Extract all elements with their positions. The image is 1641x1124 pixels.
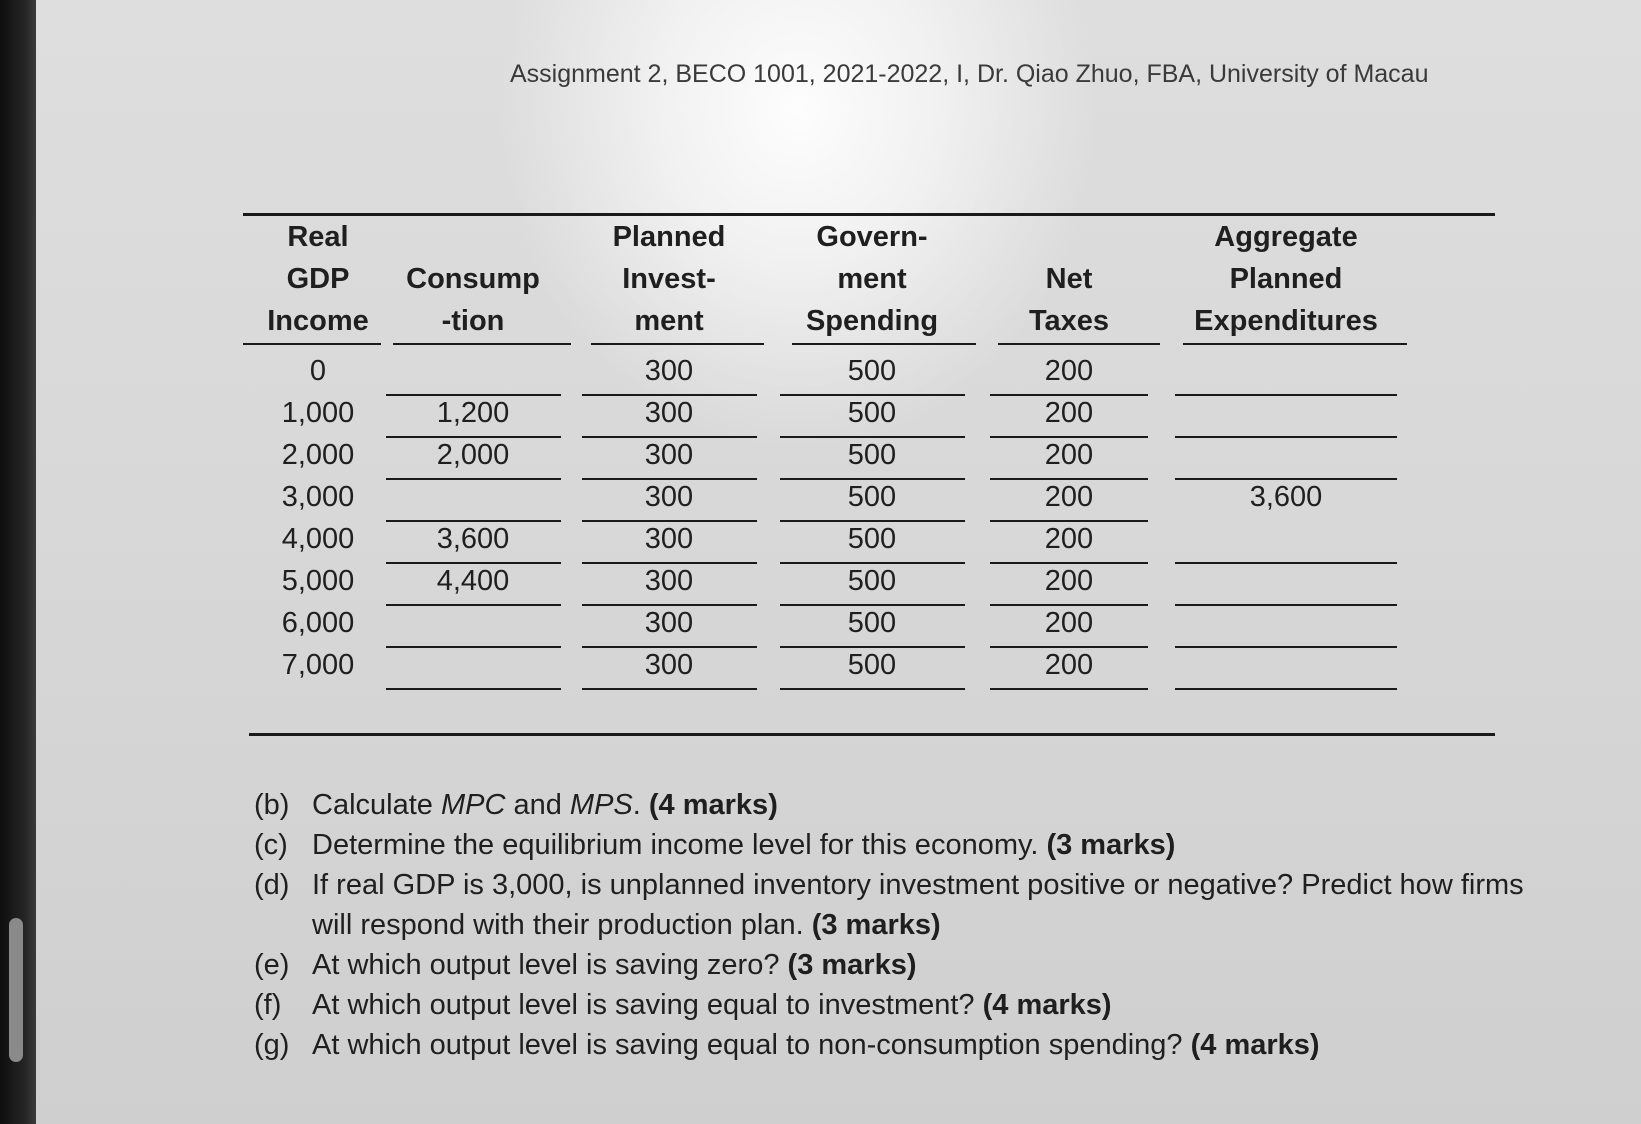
question-label: (d) — [254, 869, 290, 901]
question-item — [254, 1025, 1554, 1065]
column-header-line: Expenditures — [1194, 305, 1378, 337]
question-label: (c) — [254, 829, 288, 861]
answer-blank[interactable] — [386, 606, 561, 640]
table-cell: 500 — [780, 438, 965, 472]
column-header-taxes — [949, 258, 1189, 342]
table-cell: 500 — [780, 480, 965, 514]
question-text: At which output level is saving equal to non-consumption spending? — [312, 1029, 1191, 1061]
column-header-line: ment — [837, 263, 907, 295]
answer-blank[interactable] — [1175, 522, 1397, 556]
header-rule — [792, 343, 976, 345]
table-cell: 5,000 — [281, 565, 355, 597]
table-cell: 200 — [990, 396, 1148, 430]
column-header-line: Planned — [612, 221, 726, 253]
table-cell: 500 — [780, 648, 965, 682]
question-marks: (3 marks) — [811, 909, 941, 941]
question-item — [254, 865, 1554, 945]
question-text: If real GDP is 3,000, is unplanned inventory investment positive or negative? Predict how firms will respond with their production plan. — [312, 869, 1524, 941]
table-cell: 500 — [780, 564, 965, 598]
question-text: MPS — [569, 789, 633, 821]
question-marks: (3 marks) — [787, 949, 917, 981]
question-text: Calculate — [312, 789, 441, 821]
header-rule — [243, 343, 381, 345]
column-header-line: Taxes — [1028, 305, 1110, 337]
table-cell: 3,600 — [1249, 481, 1323, 513]
page-header: Assignment 2, BECO 1001, 2021-2022, I, Dr. Qiao Zhuo, FBA, University of Macau — [510, 60, 1429, 88]
table-cell: 300 — [582, 396, 757, 430]
column-header-line: Aggregate — [1214, 221, 1358, 253]
answer-blank[interactable] — [1175, 564, 1397, 598]
column-header-line: Income — [267, 305, 369, 337]
question-text: and — [505, 789, 570, 821]
answer-blank[interactable] — [1175, 396, 1397, 430]
column-header-line: Real — [287, 221, 349, 253]
question-marks: (4 marks) — [982, 989, 1112, 1021]
question-item — [254, 785, 1554, 825]
table-cell: 1,000 — [281, 397, 355, 429]
table-bottom-rule — [249, 733, 1495, 736]
table-cell: 300 — [582, 438, 757, 472]
table-cell: 4,400 — [386, 564, 561, 598]
column-header-line: -tion — [441, 305, 505, 337]
question-item — [254, 985, 1554, 1025]
table-cell: 200 — [990, 438, 1148, 472]
question-item — [254, 825, 1554, 865]
column-header-line: GDP — [286, 263, 350, 295]
table-cell: 3,000 — [281, 481, 355, 513]
table-cell: 200 — [990, 648, 1148, 682]
answer-blank[interactable] — [1175, 606, 1397, 640]
header-rule — [393, 343, 571, 345]
table-cell: 1,200 — [386, 396, 561, 430]
question-label: (e) — [254, 949, 290, 981]
scrollbar-thumb[interactable] — [9, 918, 23, 1062]
table-cell: 2,000 — [281, 439, 355, 471]
table-cell: 3,600 — [386, 522, 561, 556]
column-header-line: Invest- — [622, 263, 716, 295]
column-header-line: Planned — [1229, 263, 1343, 295]
table-cell: 300 — [582, 522, 757, 556]
question-label: (b) — [254, 789, 290, 821]
table-cell: 300 — [582, 564, 757, 598]
document-page — [36, 0, 1641, 1124]
table-cell: 7,000 — [281, 649, 355, 681]
column-header-line: Spending — [805, 305, 939, 337]
header-rule — [591, 343, 764, 345]
header-rule — [1183, 343, 1407, 345]
question-text: At which output level is saving zero? — [312, 949, 788, 981]
table-cell: 2,000 — [386, 438, 561, 472]
question-text: MPC — [440, 789, 506, 821]
table-cell: 500 — [780, 354, 965, 388]
column-header-line: Consump — [406, 263, 540, 295]
question-marks: (4 marks) — [1190, 1029, 1320, 1061]
table-cell: 200 — [990, 606, 1148, 640]
question-label: (g) — [254, 1029, 290, 1061]
column-header-line: ment — [634, 305, 704, 337]
question-label: (f) — [254, 989, 282, 1021]
header-rule — [998, 343, 1160, 345]
question-text: Determine the equilibrium income level for this economy. — [312, 829, 1047, 861]
answer-blank[interactable] — [386, 480, 561, 514]
table-cell: 4,000 — [281, 523, 355, 555]
answer-blank[interactable] — [386, 354, 561, 388]
table-cell: 0 — [309, 355, 327, 387]
table-cell: 300 — [582, 648, 757, 682]
question-list — [254, 785, 1554, 1065]
column-header-line: Govern- — [816, 221, 928, 253]
answer-blank[interactable] — [1175, 354, 1397, 388]
answer-blank[interactable] — [1175, 648, 1397, 682]
table-cell: 200 — [990, 564, 1148, 598]
table-cell: 300 — [582, 480, 757, 514]
answer-blank[interactable] — [1175, 438, 1397, 472]
question-text: At which output level is saving equal to investment? — [312, 989, 983, 1021]
table-cell: 500 — [780, 396, 965, 430]
table-cell: 300 — [582, 606, 757, 640]
table-cell: 200 — [990, 480, 1148, 514]
table-cell: 200 — [990, 522, 1148, 556]
table-cell: 200 — [990, 354, 1148, 388]
table-cell: 300 — [582, 354, 757, 388]
table-cell: 500 — [780, 606, 965, 640]
question-marks: (3 marks) — [1046, 829, 1176, 861]
question-item — [254, 945, 1554, 985]
column-header-line: Net — [1045, 263, 1093, 295]
question-marks: (4 marks) — [648, 789, 778, 821]
answer-blank[interactable] — [386, 648, 561, 682]
question-text: . — [632, 789, 649, 821]
table-cell: 500 — [780, 522, 965, 556]
column-header-aggregate — [1166, 216, 1406, 342]
monitor-bezel — [0, 0, 36, 1124]
table-cell: 6,000 — [281, 607, 355, 639]
